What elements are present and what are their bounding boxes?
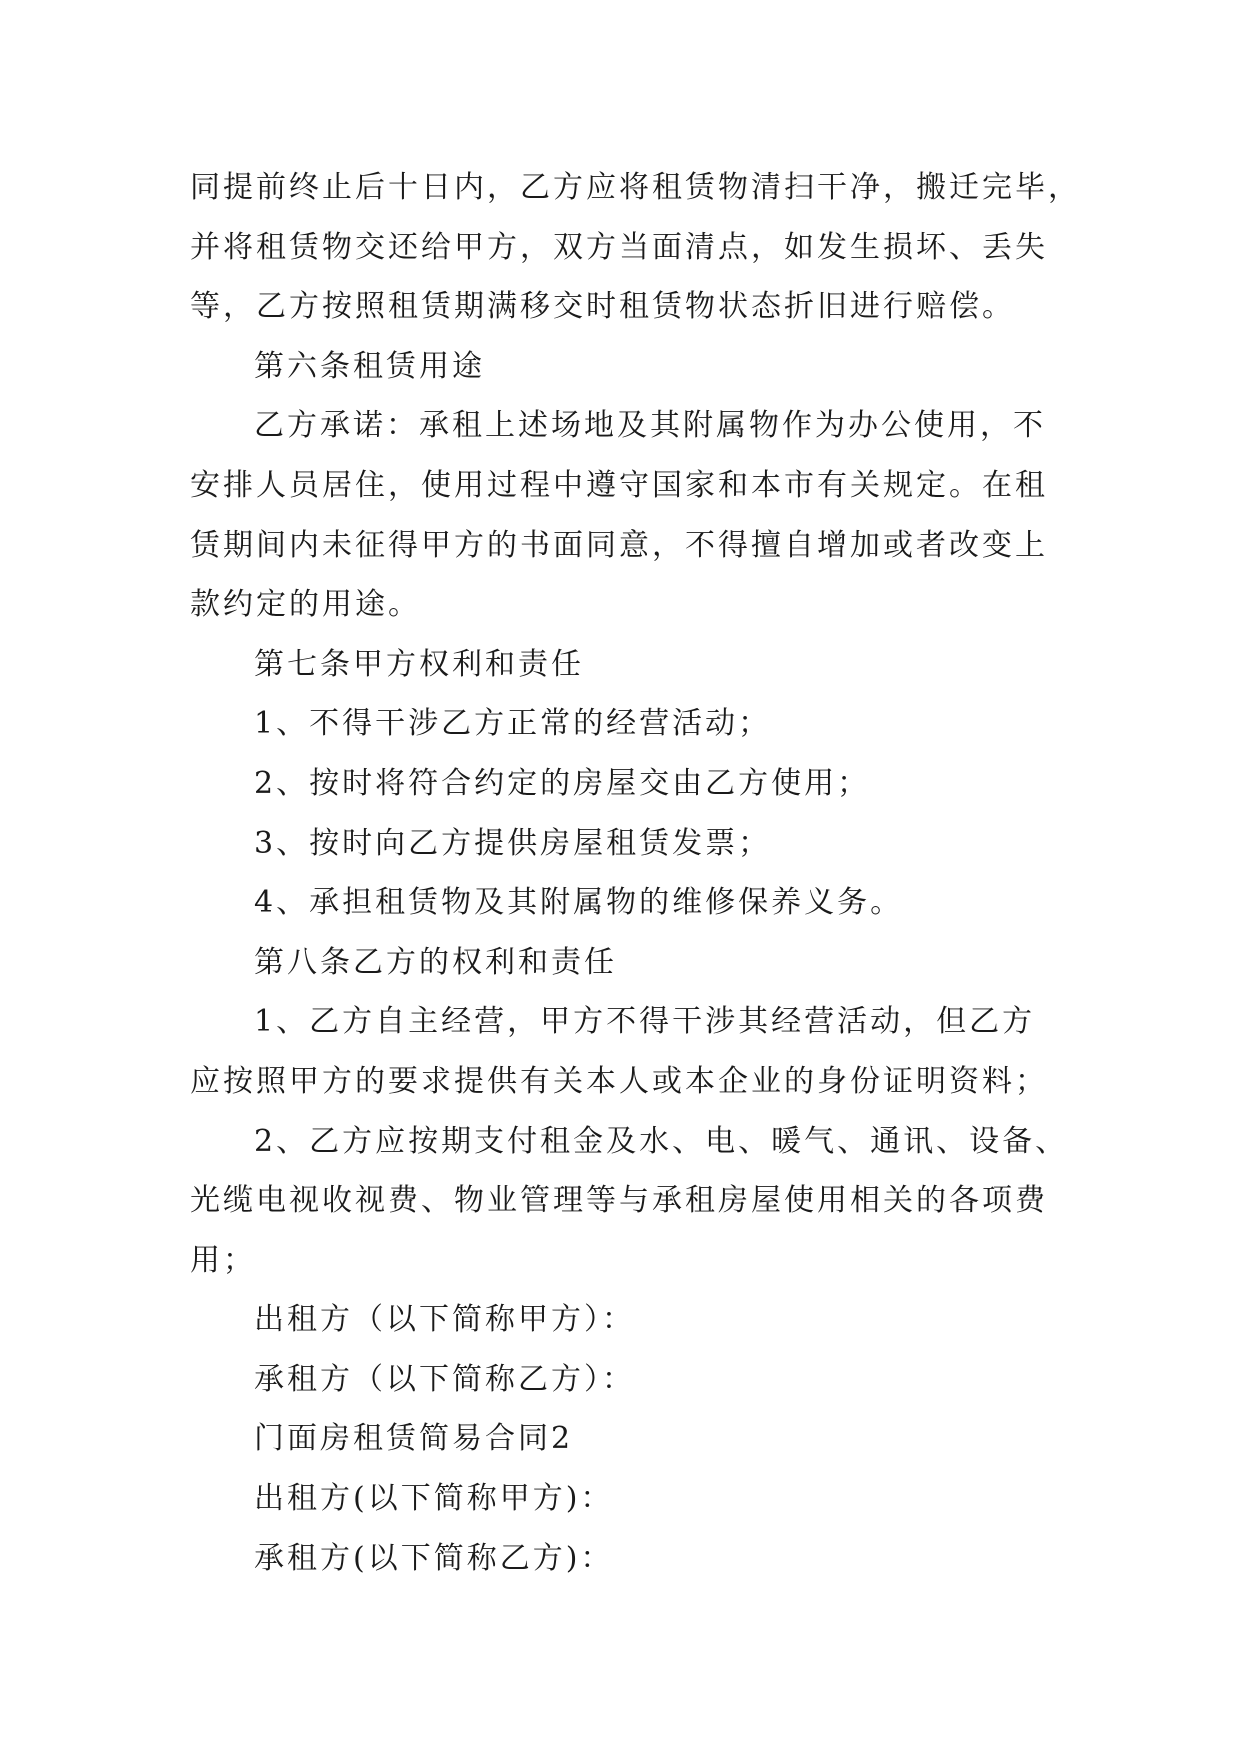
lessor-line: 出租方（以下简称甲方）： <box>254 1302 635 1338</box>
list-item: 1、不得干涉乙方正常的经营活动； <box>254 706 772 742</box>
text-line: 等，乙方按照租赁期满移交时租赁物状态折旧进行赔偿。 <box>190 289 1015 325</box>
text-line: 安排人员居住，使用过程中遵守国家和本市有关规定。在租 <box>190 467 1048 503</box>
section-heading-8: 第八条乙方的权利和责任 <box>254 944 617 980</box>
list-item: 4、承担租赁物及其附属物的维修保养义务。 <box>254 885 904 921</box>
lessee-line: 承租方(以下简称乙方)： <box>254 1540 614 1576</box>
document-body <box>190 158 1081 1588</box>
lessee-line: 承租方（以下简称乙方）： <box>254 1361 635 1397</box>
text-line: 并将租赁物交还给甲方，双方当面清点，如发生损坏、丢失 <box>190 229 1048 265</box>
text-line: 同提前终止后十日内，乙方应将租赁物清扫干净，搬迁完毕， <box>190 170 1081 205</box>
text-line: 应按照甲方的要求提供有关本人或本企业的身份证明资料； <box>190 1063 1048 1099</box>
section-heading-7: 第七条甲方权利和责任 <box>254 646 584 682</box>
lessor-line: 出租方(以下简称甲方)： <box>254 1481 614 1517</box>
list-item: 2、按时将符合约定的房屋交由乙方使用； <box>254 765 871 801</box>
contract-title: 门面房租赁简易合同2 <box>254 1421 574 1457</box>
text-line: 乙方承诺：承租上述场地及其附属物作为办公使用，不 <box>254 408 1046 444</box>
text-line: 赁期间内未征得甲方的书面同意，不得擅自增加或者改变上 <box>190 527 1048 563</box>
section-heading-6: 第六条租赁用途 <box>254 348 485 384</box>
text-line: 用； <box>190 1242 256 1278</box>
list-item: 3、按时向乙方提供房屋租赁发票； <box>254 825 772 861</box>
text-line: 款约定的用途。 <box>190 587 421 623</box>
text-line: 光缆电视收视费、物业管理等与承租房屋使用相关的各项费 <box>190 1183 1048 1219</box>
list-item: 2、乙方应按期支付租金及水、电、暖气、通讯、设备、 <box>254 1123 1069 1159</box>
list-item: 1、乙方自主经营，甲方不得干涉其经营活动，但乙方 <box>254 1004 1036 1040</box>
